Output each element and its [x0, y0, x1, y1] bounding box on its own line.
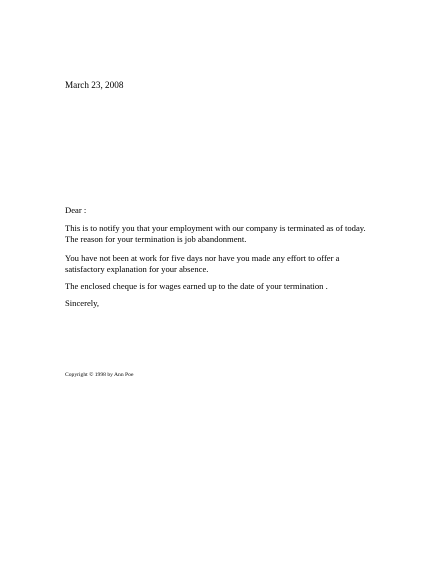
paragraph-notification: [65, 223, 366, 245]
paragraph-absence-line-1: You have not been at work for five days nor have you made any effort to offer a: [65, 253, 340, 263]
letter-date: March 23, 2008: [65, 80, 124, 90]
paragraph-cheque: The enclosed cheque is for wages earned up to the date of your termination .: [65, 281, 328, 291]
paragraph-notification-line-1: This is to notify you that your employment with our company is terminated as of today.: [65, 223, 366, 233]
copyright-notice: Copyright © 1998 by Ann Poe: [65, 372, 134, 378]
salutation: Dear :: [65, 205, 87, 215]
paragraph-absence-line-2: satisfactory explanation for your absence.: [65, 264, 209, 274]
paragraph-notification-line-2: The reason for your termination is job abandonment.: [65, 234, 247, 244]
closing: Sincerely,: [65, 298, 100, 308]
paragraph-absence: [65, 253, 339, 275]
